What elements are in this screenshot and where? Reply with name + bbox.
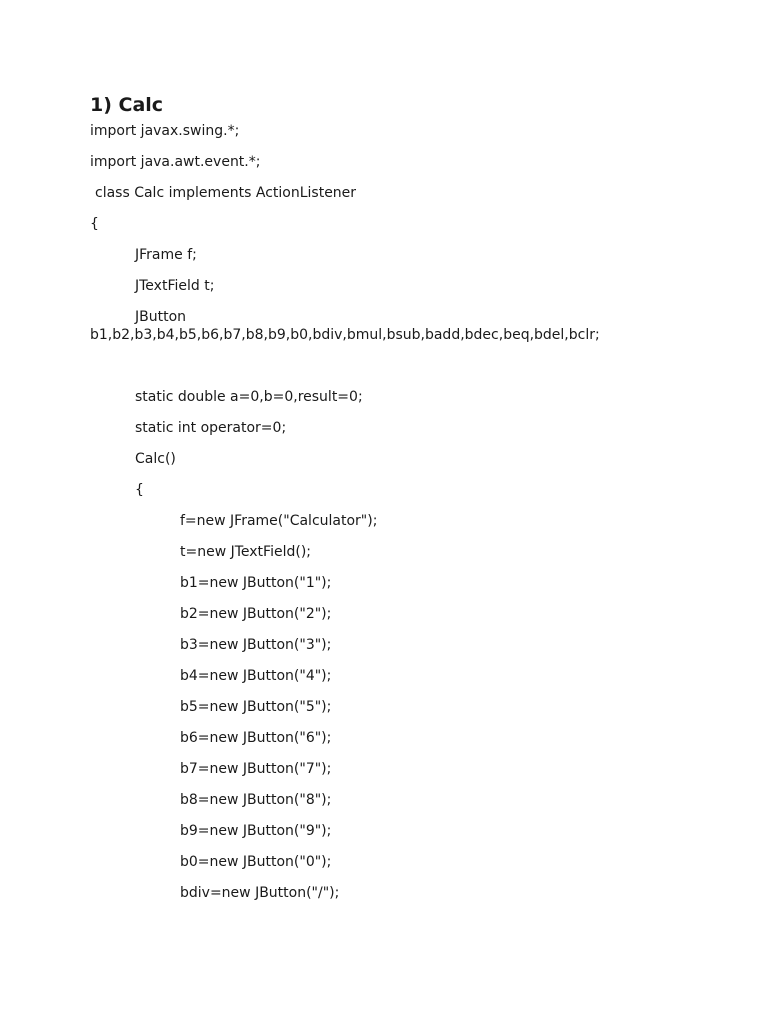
code-line-open-brace-constructor: { [135,482,144,498]
code-line-new-textfield: t=new JTextField(); [180,544,312,560]
code-line-open-brace-class: { [90,216,99,232]
code-line-new-b3: b3=new JButton("3"); [180,637,332,653]
section-heading: 1) Calc [90,94,164,116]
code-line-field-textfield: JTextField t; [135,278,215,294]
code-line-field-buttons-type: JButton [135,309,187,325]
code-line-new-b4: b4=new JButton("4"); [180,668,332,684]
code-line-import-awt: import java.awt.event.*; [90,154,261,170]
code-line-field-buttons [90,308,730,344]
code-line-static-int: static int operator=0; [135,420,287,436]
code-line-new-b2: b2=new JButton("2"); [180,606,332,622]
code-line-field-buttons-names: b1,b2,b3,b4,b5,b6,b7,b8,b9,b0,bdiv,bmul,bsub,badd,bdec,beq,bdel,bclr; [90,327,600,343]
code-line-new-b1: b1=new JButton("1"); [180,575,332,591]
code-line-new-b6: b6=new JButton("6"); [180,730,332,746]
code-line-static-doubles: static double a=0,b=0,result=0; [135,389,363,405]
code-line-field-frame: JFrame f; [135,247,197,263]
code-line-new-bdiv: bdiv=new JButton("/"); [180,885,340,901]
code-line-new-b8: b8=new JButton("8"); [180,792,332,808]
code-line-constructor: Calc() [135,451,176,467]
code-line-new-frame: f=new JFrame("Calculator"); [180,513,378,529]
document-page [90,92,730,915]
code-line-import-swing: import javax.swing.*; [90,123,240,139]
code-line-new-b0: b0=new JButton("0"); [180,854,332,870]
code-line-new-b5: b5=new JButton("5"); [180,699,332,715]
code-line-new-b7: b7=new JButton("7"); [180,761,332,777]
code-line-new-b9: b9=new JButton("9"); [180,823,332,839]
code-line-class-declaration: class Calc implements ActionListener [95,185,357,201]
